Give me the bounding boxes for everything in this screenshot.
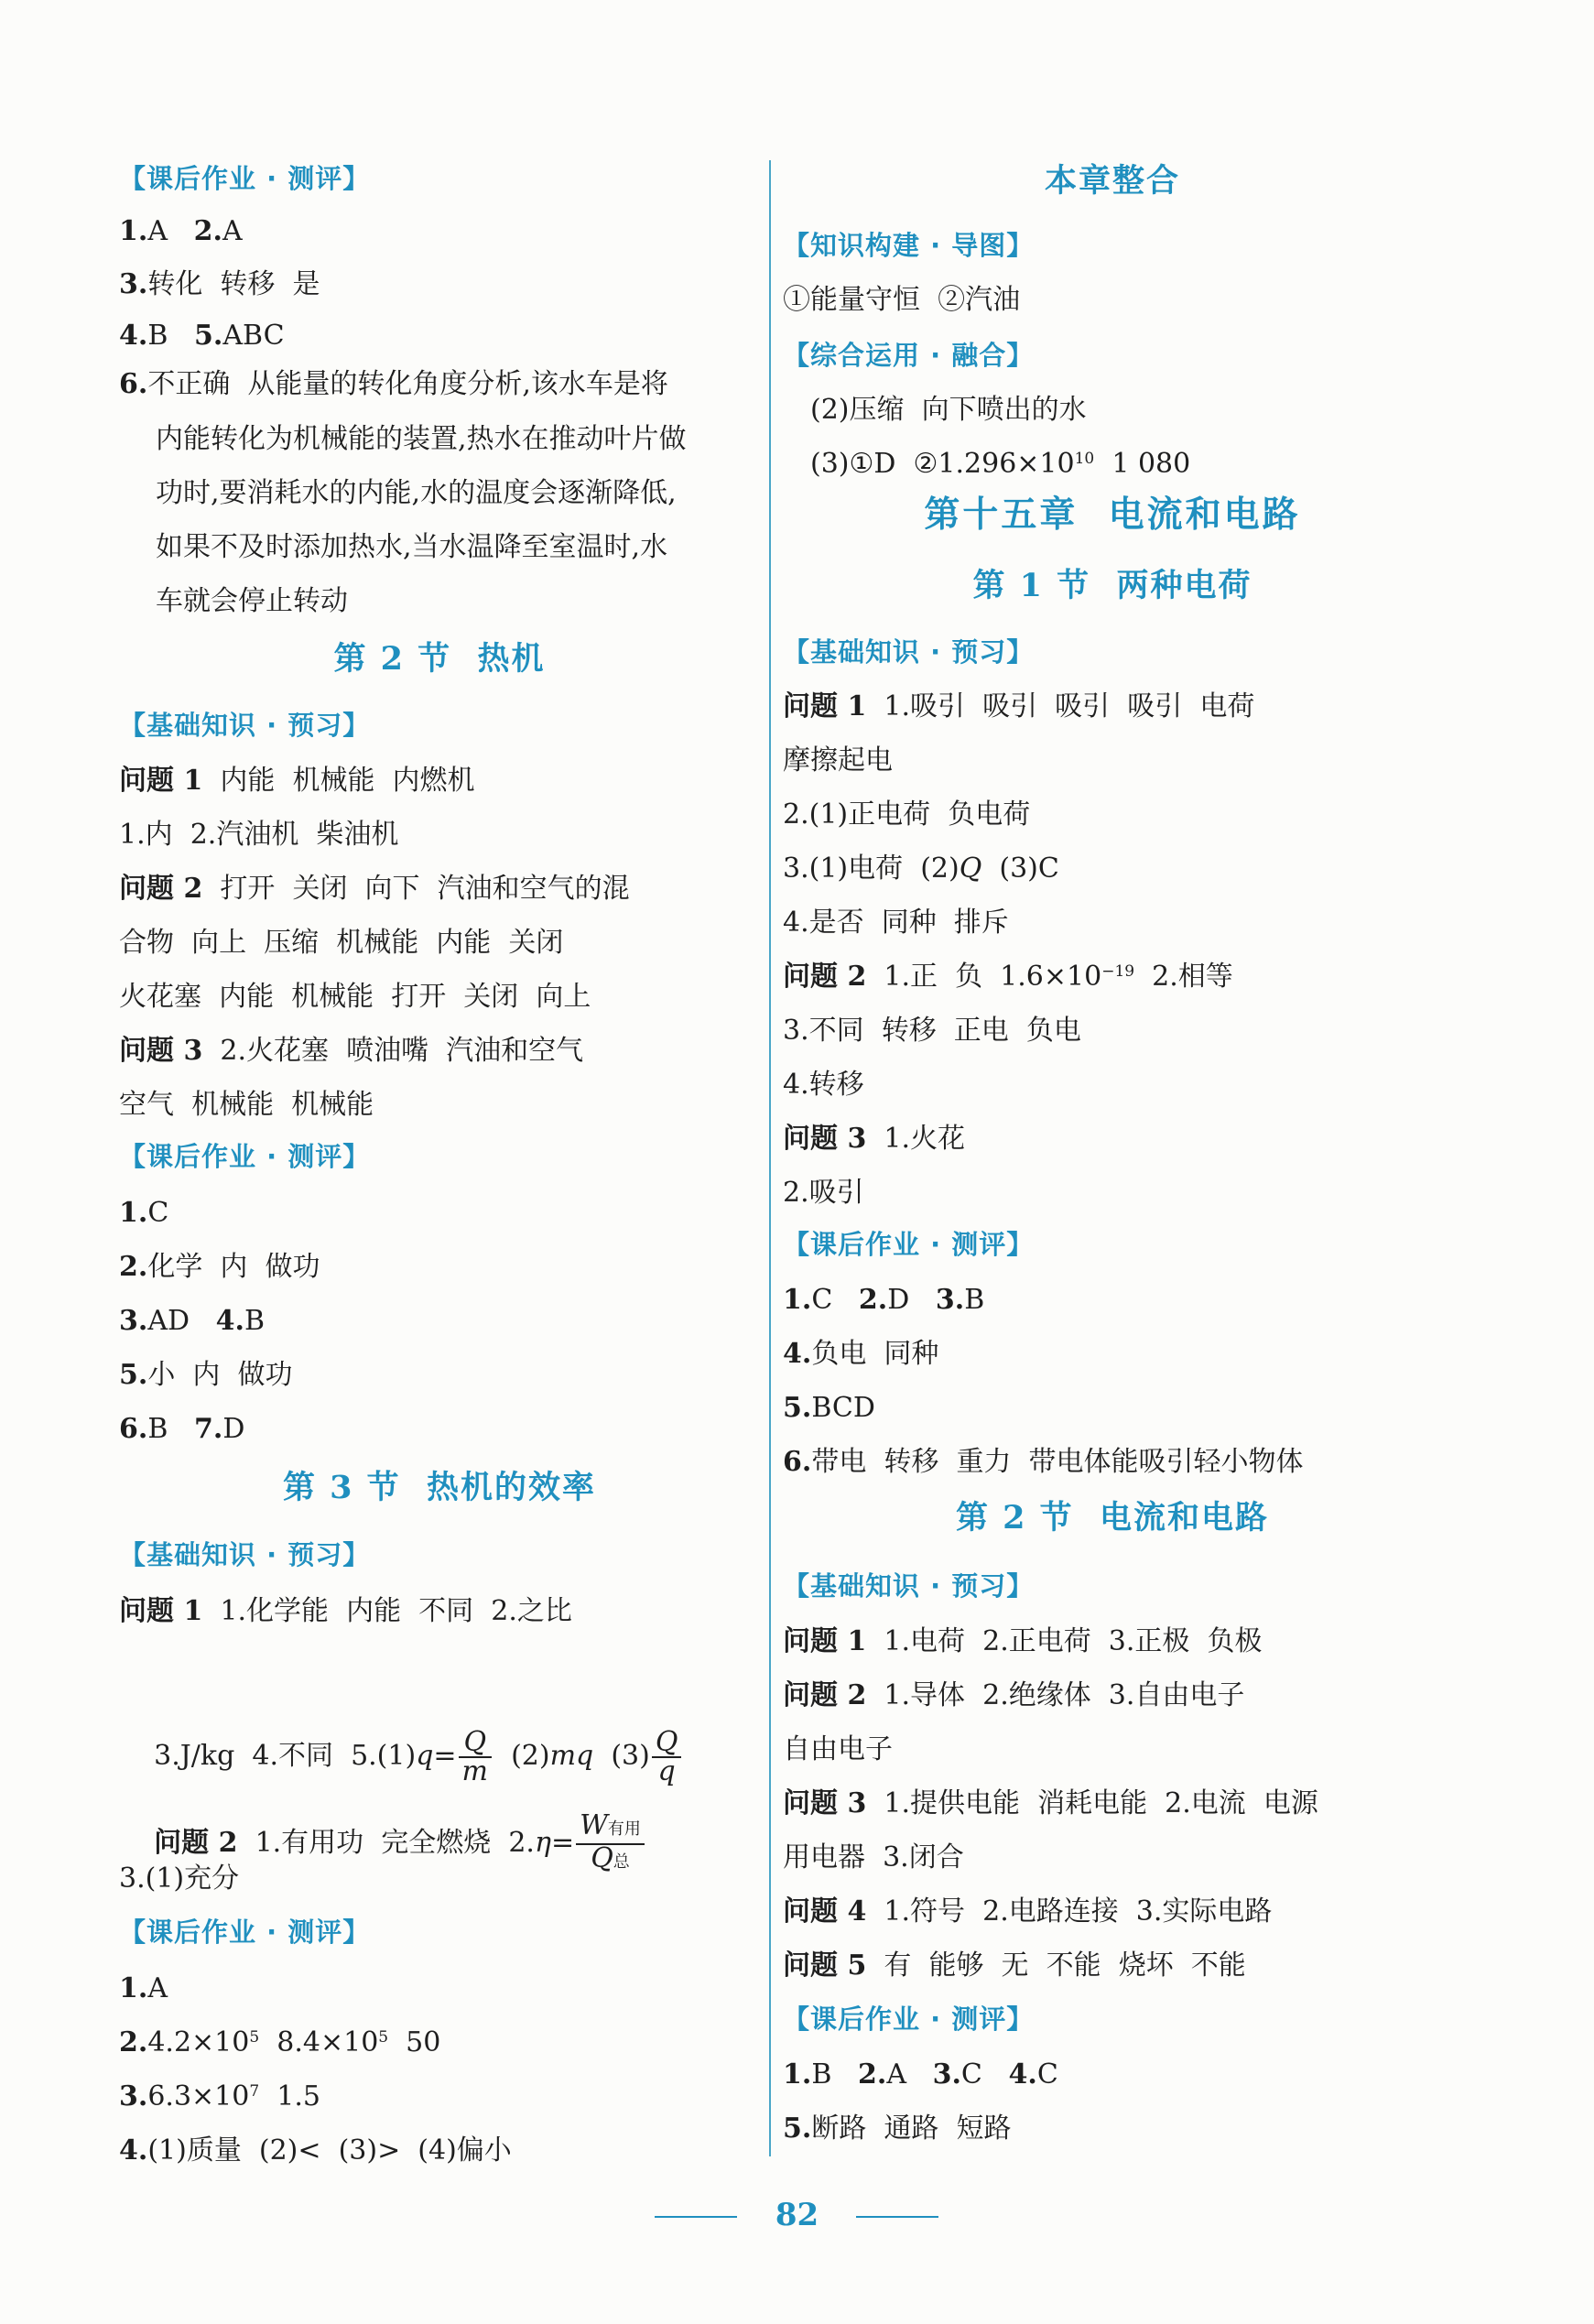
answer-line: 内能转化为机械能的装置,热水在推动叶片做 — [156, 423, 687, 455]
section-tag: 【课后作业 · 测评】 — [119, 1141, 371, 1172]
section-heading: 第 2 节 热机 — [333, 640, 546, 678]
section-tag: 【基础知识 · 预习】 — [119, 1539, 371, 1570]
section-tag: 【综合运用 · 融合】 — [783, 340, 1035, 371]
answer-line: 6.B 7.D — [119, 1413, 245, 1445]
answer-line: 3.AD 4.B — [119, 1305, 266, 1337]
section-tag: 【课后作业 · 测评】 — [783, 1229, 1035, 1260]
answer-line: 1.C — [119, 1197, 169, 1229]
answer-line: 自由电子 — [783, 1733, 893, 1765]
formula-line: 3.J/kg 4.不同 5.(1)q= $\frac{Q}{m}$ (2)mq (3) $\frac{Q}{q}$ — [119, 1657, 683, 1855]
footer-rule-right — [856, 2216, 938, 2218]
answer-line: 1.内 2.汽油机 柴油机 — [119, 819, 399, 851]
answer-line: 问题 4 1.符号 2.电路连接 3.实际电路 — [783, 1895, 1273, 1928]
answer-line: 车就会停止转动 — [156, 585, 348, 617]
section-tag: 【课后作业 · 测评】 — [119, 1917, 371, 1948]
section-tag: 【基础知识 · 预习】 — [783, 636, 1035, 668]
answer-line: 问题 1 内能 机械能 内燃机 — [119, 765, 475, 797]
answer-line: 2.(1)正电荷 负电荷 — [783, 798, 1031, 831]
answer-line: 问题 3 2.火花塞 喷油嘴 汽油和空气 — [119, 1035, 584, 1067]
answer-line: 3.(1)电荷 (2)Q (3)C — [783, 852, 1059, 885]
section-tag: 【知识构建 · 导图】 — [783, 230, 1035, 261]
section-heading: 第 2 节 电流和电路 — [955, 1499, 1270, 1537]
answer-line: 5.BCD — [783, 1392, 875, 1424]
section-heading: 第 1 节 两种电荷 — [972, 567, 1252, 604]
section-tag: 【基础知识 · 预习】 — [783, 1570, 1035, 1602]
answer-line: 摩擦起电 — [783, 744, 893, 776]
page-number: 82 — [775, 2197, 819, 2233]
formula-line: 问题 2 1.有用功 完全燃烧 2.η= $\frac{\text{W有用}}{\text{Q总}}$ — [119, 1744, 646, 1942]
answer-line: 2.吸引 — [783, 1177, 864, 1209]
answer-line: 4.B 5.ABC — [119, 320, 285, 352]
answer-line: 问题 3 1.提供电能 消耗电能 2.电流 电源 — [783, 1787, 1318, 1819]
answer-line: $2.4.2\times 10^5$ $8.4\times 10^5$ 50 — [119, 2026, 441, 2058]
answer-line: 3.(1)充分 — [119, 1862, 240, 1895]
answer-line: 问题 2 1.导体 2.绝缘体 3.自由电子 — [783, 1679, 1245, 1711]
answer-line: 问题 2 打开 关闭 向下 汽油和空气的混 — [119, 873, 630, 905]
answer-line: $3.6.3\times 10^7$ 1.5 — [119, 2080, 320, 2112]
answer-line: 用电器 3.闭合 — [783, 1841, 964, 1873]
answer-line: 6.不正确 从能量的转化角度分析,该水车是将 — [119, 368, 668, 400]
answer-line: 3.转化 转移 是 — [119, 268, 320, 300]
section-tag: 【课后作业 · 测评】 — [119, 163, 371, 194]
section-tag: 【基础知识 · 预习】 — [119, 710, 371, 741]
fraction: $\frac{Q}{q}$ — [652, 1729, 682, 1786]
answer-line: 1.A — [119, 1972, 168, 2004]
answer-line: 问题 3 1.火花 — [783, 1123, 966, 1155]
answer-line: 如果不及时添加热水,当水温降至室温时,水 — [156, 531, 668, 563]
answer-line: 1.B 2.A 3.C 4.C — [783, 2058, 1058, 2091]
answer-line: 1.A 2.A — [119, 215, 243, 247]
fraction: $\frac{Q}{m}$ — [459, 1729, 492, 1786]
answer-line: 1.C 2.D 3.B — [783, 1284, 985, 1316]
fraction: $\frac{\text{W有用}}{\text{Q总}}$ — [576, 1812, 645, 1876]
answer-line: (2)压缩 向下喷出的水 — [810, 394, 1087, 426]
page-footer — [0, 2193, 1594, 2239]
answer-line: 问题 1 1.化学能 内能 不同 2.之比 — [119, 1595, 572, 1627]
answer-line: 6.带电 转移 重力 带电体能吸引轻小物体 — [783, 1446, 1304, 1478]
answer-line: ①能量守恒 ②汽油 — [783, 284, 1021, 316]
answer-line: 4.负电 同种 — [783, 1338, 939, 1370]
answer-line: 5.小 内 做功 — [119, 1359, 293, 1391]
answer-line: 功时,要消耗水的内能,水的温度会逐渐降低, — [156, 477, 677, 509]
answer-line: 4.是否 同种 排斥 — [783, 907, 1009, 939]
answer-line: 问题 2 1.正 负 $1.6\times 10^{-19}$ 2.相等 — [783, 961, 1233, 993]
chapter-summary-title: 本章整合 — [1044, 162, 1180, 200]
answer-line: 5.断路 通路 短路 — [783, 2112, 1012, 2145]
answer-line: 问题 5 有 能够 无 不能 烧坏 不能 — [783, 1949, 1246, 1982]
answer-line: 2.化学 内 做功 — [119, 1251, 320, 1283]
answer-line: 4.转移 — [783, 1069, 864, 1101]
section-tag: 【课后作业 · 测评】 — [783, 2004, 1035, 2035]
column-divider — [769, 160, 771, 2156]
chapter-heading: 第十五章 电流和电路 — [924, 494, 1301, 536]
section-heading: 第 3 节 热机的效率 — [282, 1469, 597, 1506]
answer-line: (3)①D $②1.296\times 10^{10}$ 1 080 — [810, 448, 1191, 480]
answer-line: 空气 机械能 机械能 — [119, 1089, 374, 1121]
answer-line: 合物 向上 压缩 机械能 内能 关闭 — [119, 927, 564, 959]
answer-line: 问题 1 1.吸引 吸引 吸引 吸引 电荷 — [783, 690, 1255, 722]
answer-line: 火花塞 内能 机械能 打开 关闭 向上 — [119, 981, 591, 1013]
answer-line: 3.不同 转移 正电 负电 — [783, 1015, 1081, 1047]
answer-line: 问题 1 1.电荷 2.正电荷 3.正极 负极 — [783, 1625, 1263, 1657]
answer-line: 4.(1)质量 (2)< (3)> (4)偏小 — [119, 2134, 512, 2167]
